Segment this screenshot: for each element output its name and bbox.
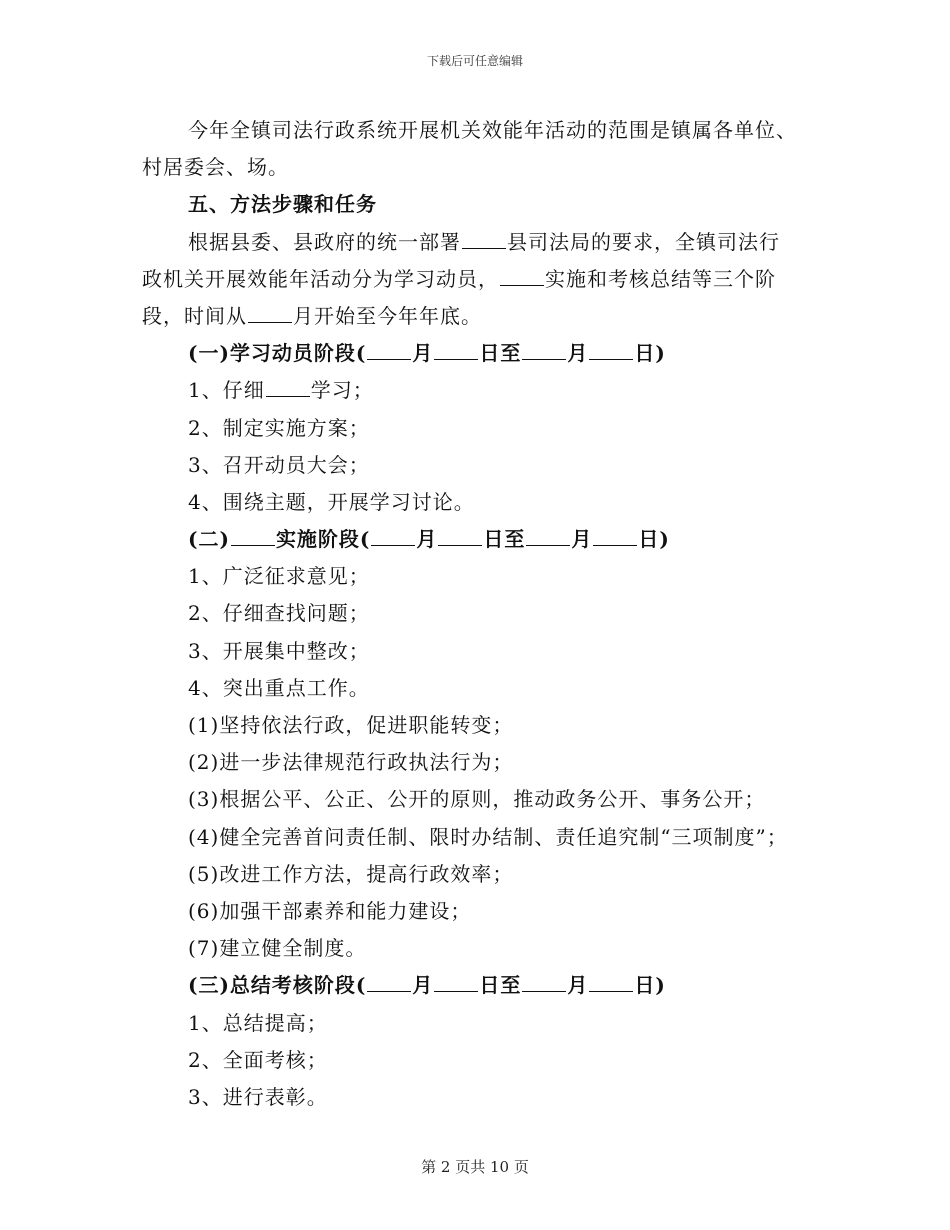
paragraph-line: 2、制定实施方案； [188,415,370,440]
paragraph-line: 今年全镇司法行政系统开展机关效能年活动的范围是镇属各单位、 [188,118,797,142]
fill-in-blank [438,527,482,546]
paragraph-line: 4、突出重点工作。 [188,675,370,700]
paragraph-line: 4、围绕主题，开展学习讨论。 [188,489,475,514]
paragraph-line: (7)建立健全制度。 [188,936,367,961]
paragraph-line: (3)根据公平、公正、公开的原则，推动政务公开、事务公开； [188,787,766,812]
fill-in-blank [371,527,415,546]
paragraph-line: 2、仔细查找问题； [188,601,370,626]
fill-in-blank [526,527,570,546]
paragraph-line: (1)坚持依法行政，促进职能转变； [188,713,514,737]
fill-in-blank [266,378,310,397]
fill-in-blank [434,341,478,360]
paragraph-line: 1、广泛征求意见； [188,564,370,589]
section-heading: 五、方法步骤和任务 [188,192,377,217]
paragraph-line: (5)改进工作方法，提高行政效率； [188,861,514,886]
paragraph-line: 政机关开展效能年活动分为学习动员， 实施和考核总结等三个阶 [142,266,776,291]
paragraph-line: 3、召开动员大会； [188,452,370,477]
paragraph-line: 根据县委、县政府的统一部署 县司法局的要求，全镇司法行 [188,229,780,254]
section-heading: (一)学习动员阶段( 月 日至 月 日) [188,341,666,366]
fill-in-blank [367,341,411,360]
paragraph-line: 3、进行表彰。 [188,1084,328,1109]
page-footer: 第 2 页共 10 页 [421,1158,529,1176]
page-header: 下载后可任意编辑 [426,54,523,68]
document-body [142,112,822,1116]
paragraph-line: 1、总结提高； [188,1010,328,1035]
fill-in-blank [589,973,633,992]
section-heading: (三)总结考核阶段( 月 日至 月 日) [188,973,666,998]
paragraph-line: (4)健全完善首问责任制、限时办结制、责任追究制“三项制度”； [188,824,788,849]
fill-in-blank [589,341,633,360]
fill-in-blank [367,973,411,992]
fill-in-blank [248,304,292,323]
fill-in-blank [500,267,544,286]
paragraph-line: 1、仔细 学习； [188,378,374,403]
fill-in-blank [462,230,506,249]
paragraph-line: (6)加强干部素养和能力建设； [188,898,472,923]
fill-in-blank [522,973,566,992]
paragraph-line: 段，时间从 月开始至今年年底。 [142,303,482,328]
fill-in-blank [434,973,478,992]
fill-in-blank [522,341,566,360]
paragraph-line: 3、开展集中整改； [188,638,370,663]
paragraph-line: 2、全面考核； [188,1047,328,1072]
section-heading: (二) 实施阶段( 月 日至 月 日) [188,527,670,552]
paragraph-line: (2)进一步法律规范行政执法行为； [188,750,514,775]
fill-in-blank [231,527,275,546]
fill-in-blank [593,527,637,546]
paragraph-line: 村居委会、场。 [142,155,289,180]
